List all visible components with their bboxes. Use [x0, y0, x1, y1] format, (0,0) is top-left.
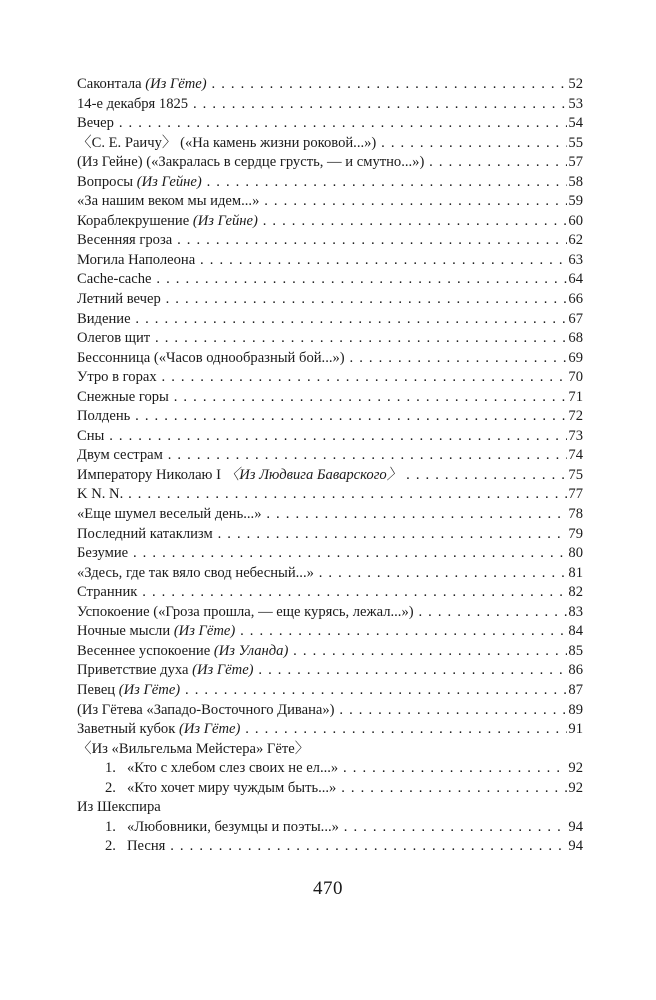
page-number: 73 — [567, 427, 583, 447]
toc-entry — [77, 153, 583, 173]
entry-note: (Из Гейне) — [136, 173, 202, 190]
page-number: 72 — [567, 407, 583, 427]
entry-title: Безумие — [77, 545, 129, 562]
toc-entry — [77, 642, 583, 662]
entry-title: Певец — [77, 681, 116, 698]
toc-entry — [77, 388, 583, 408]
entry-title: «Любовники, безумцы и поэты...» — [127, 818, 339, 835]
toc-entry — [77, 466, 583, 486]
entry-title: Cache-cache — [77, 271, 152, 288]
page-number: 68 — [567, 329, 583, 349]
page-number: 91 — [567, 720, 583, 740]
entry-title: Весенняя гроза — [77, 232, 173, 249]
entry-title: Императору Николаю I — [77, 466, 221, 483]
entry-title: Утро в горах — [77, 369, 157, 386]
entry-title: Весеннее успокоение — [77, 642, 211, 659]
entry-note: (Из Гёте) — [192, 662, 254, 679]
entry-number: 2. — [105, 779, 116, 796]
page-number: 54 — [567, 114, 583, 134]
toc-entry — [77, 310, 583, 330]
entry-title: Двум сестрам — [77, 447, 163, 464]
page-number: 81 — [567, 564, 583, 584]
page-number: 80 — [567, 544, 583, 564]
toc-subentry — [77, 759, 583, 779]
page-number: 59 — [567, 192, 583, 212]
entry-title: «Кто хочет миру чуждым быть...» — [127, 779, 337, 796]
toc-entry — [77, 290, 583, 310]
entry-note: (Из Гёте) — [118, 681, 181, 698]
entry-note: (Из Гёте) — [145, 76, 207, 92]
page-number: 55 — [567, 134, 583, 154]
toc-subentry — [77, 779, 583, 799]
entry-number: 1. — [105, 760, 116, 777]
page-number: 79 — [567, 525, 583, 545]
toc-subentry — [77, 818, 583, 838]
entry-title: 〈С. Е. Раичу〉 («На камень жизни роковой...») — [77, 134, 377, 151]
entry-title: Песня — [127, 838, 166, 855]
page-number: 83 — [567, 603, 583, 623]
entry-title: Могила Наполеона — [77, 251, 196, 268]
page-number: 64 — [567, 270, 583, 290]
toc-entry — [77, 681, 583, 701]
toc-entry — [77, 407, 583, 427]
page-number: 66 — [567, 290, 583, 310]
entry-title: Саконтала — [77, 76, 142, 92]
toc-entry — [77, 505, 583, 525]
page-number: 89 — [567, 701, 583, 721]
toc-entry — [77, 192, 583, 212]
entry-title: Летний вечер — [77, 291, 161, 308]
toc-entry — [77, 75, 583, 95]
table-of-contents — [77, 75, 583, 857]
page-number: 53 — [567, 95, 583, 115]
entry-note: (Из Гёте) — [173, 623, 236, 640]
entry-title: (Из Гейне) («Закралась в сердце грусть, — и смутно...») — [77, 154, 425, 171]
page-number: 67 — [567, 310, 583, 330]
page-number: 63 — [567, 251, 583, 271]
page-number: 82 — [567, 583, 583, 603]
entry-title: K N. N. — [77, 486, 124, 503]
toc-entry — [77, 525, 583, 545]
toc-entry — [77, 134, 583, 154]
page-number: 86 — [567, 661, 583, 681]
page-number: 71 — [567, 388, 583, 408]
entry-title: «Еще шумел веселый день...» — [77, 506, 262, 523]
toc-entry — [77, 173, 583, 193]
page-number: 62 — [567, 231, 583, 251]
page-number: 75 — [567, 466, 583, 486]
page-number: 60 — [567, 212, 583, 232]
page-number: 70 — [567, 368, 583, 388]
entry-title: Бессонница («Часов однообразный бой...») — [77, 349, 345, 366]
toc-entry — [77, 485, 583, 505]
entry-title: Приветствие духа — [77, 662, 189, 679]
toc-section-heading — [77, 740, 583, 760]
toc-entry — [77, 661, 583, 681]
folio-page-number: 470 — [313, 878, 343, 899]
page-number: 74 — [567, 446, 583, 466]
entry-title: 〈Из «Вильгельма Мейстера» Гёте〉 — [77, 740, 310, 757]
entry-number: 2. — [105, 838, 116, 855]
page-number: 57 — [567, 153, 583, 173]
toc-entry — [77, 544, 583, 564]
toc-entry — [77, 564, 583, 584]
toc-subentry — [77, 837, 583, 857]
toc-entry — [77, 622, 583, 642]
page-number: 94 — [567, 837, 583, 857]
toc-section-heading — [77, 798, 583, 818]
page-number: 94 — [567, 818, 583, 838]
toc-entry — [77, 349, 583, 369]
entry-title: Олегов щит — [77, 330, 151, 347]
toc-entry — [77, 270, 583, 290]
toc-entry — [77, 329, 583, 349]
entry-title: Вопросы — [77, 173, 134, 190]
entry-title: Успокоение («Гроза прошла, — еще курясь, лежал...») — [77, 603, 414, 620]
toc-entry — [77, 427, 583, 447]
entry-title: Кораблекрушение — [77, 212, 190, 229]
toc-entry — [77, 446, 583, 466]
entry-title: Снежные горы — [77, 388, 169, 405]
toc-entry — [77, 368, 583, 388]
entry-title: Странник — [77, 584, 138, 601]
toc-entry — [77, 114, 583, 134]
entry-note: (Из Гейне) — [192, 212, 258, 229]
entry-title: «Кто с хлебом слез своих не ел...» — [127, 760, 339, 777]
entry-title: Видение — [77, 310, 131, 327]
entry-title: Заветный кубок — [77, 721, 176, 738]
toc-entry — [77, 583, 583, 603]
toc-entry — [77, 251, 583, 271]
page-number: 77 — [567, 485, 583, 505]
entry-note: (Из Уланда) — [213, 642, 289, 659]
toc-entry — [77, 95, 583, 115]
toc-entry — [77, 603, 583, 623]
page-number: 87 — [567, 681, 583, 701]
entry-note: (Из Гёте) — [178, 721, 241, 738]
toc-entry — [77, 212, 583, 232]
entry-number: 1. — [105, 818, 116, 835]
toc-entry — [77, 701, 583, 721]
page-number: 92 — [567, 759, 583, 779]
entry-title: «Здесь, где так вяло свод небесный...» — [77, 564, 314, 581]
page-number: 52 — [567, 75, 583, 95]
entry-title: Сны — [77, 427, 105, 444]
entry-title: «За нашим веком мы идем...» — [77, 193, 260, 210]
entry-title: 14-е декабря 1825 — [77, 95, 189, 112]
entry-title: Полдень — [77, 408, 131, 425]
page-number: 92 — [567, 779, 583, 799]
entry-title: (Из Гётева «Западо-Восточного Дивана») — [77, 701, 335, 718]
entry-title: Последний катаклизм — [77, 525, 213, 542]
page-number: 69 — [567, 349, 583, 369]
page-number: 84 — [567, 622, 583, 642]
entry-title: Ночные мысли — [77, 623, 171, 640]
entry-title: Из Шекспира — [77, 799, 161, 816]
entry-note: 〈Из Людвига Баварского〉 — [224, 466, 402, 483]
toc-entry — [77, 231, 583, 251]
page-number: 85 — [567, 642, 583, 662]
page-number: 78 — [567, 505, 583, 525]
entry-title: Вечер — [77, 115, 114, 132]
toc-entry — [77, 720, 583, 740]
page-number: 58 — [567, 173, 583, 193]
